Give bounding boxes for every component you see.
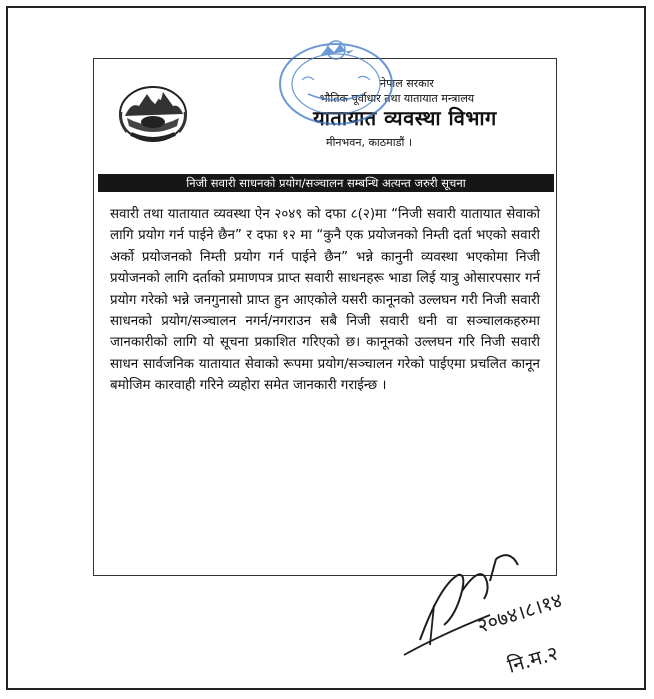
- signature-mark: नि.म.२: [504, 640, 561, 678]
- notice-body-text: सवारी तथा यातायात व्यवस्था ऐन २०४९ को दफा ८(२)मा “निजी सवारी यातायात सेवाको लागि प्रयोग गर्न पाईने छैन” र दफा १२ मा “कुनै एक प्रयोजनको निम्ती दर्ता भएको सवारी अर्को प्रयोजनको निम्ती प्रयोग गर्न पाईने छैन” भन्ने कानुनी व्यवस्था भएकोमा निजी प्रयोजनको लागि दर्ताको प्रमाणपत्र प्राप्त सवारी साधनहरू भाडा लिई यात्रु ओसारपसार गर्न प्रयोग गरेको भन्ने जनगुनासो प्राप्त हुन आएकोले यसरी कानूनको उल्लघन गरी निजी सवारी साधनको प्रयोग/सञ्चालन नगर्न/नगराउन सबै निजी सवारी धनी वा सञ्चालकहरुमा जानकारीको लागि यो सूचना प्रकाशित गरिएको छ। कानूनको उल्लघन गरि निजी सवारी साधन सार्वजनिक यातायात सेवाको रूपमा प्रयोग/सञ्चालन गरेको पाईएमा प्रचलित कानून बमोजिम कारवाही गरिने व्यहोरा समेत जानकारी गराईन्छ ।: [110, 207, 540, 394]
- office-stamp-icon: [268, 34, 398, 134]
- signature-date: २०७४।८।१४: [474, 587, 566, 638]
- notice-title-banner: निजी सवारी साधनको प्रयोग/सञ्चालन सम्बन्धि अत्यन्त जरुरी सूचना: [98, 174, 554, 192]
- ministry-name: भौतिक पूर्वाधार तथा यातायात मन्त्रालय: [319, 92, 475, 105]
- office-address: मीनभवन, काठमाडौं ।: [326, 136, 412, 149]
- government-name: नेपाल सरकार: [380, 77, 434, 90]
- department-name: यातायात व्यवस्था विभाग: [313, 106, 497, 130]
- handwritten-signature: [400, 545, 610, 685]
